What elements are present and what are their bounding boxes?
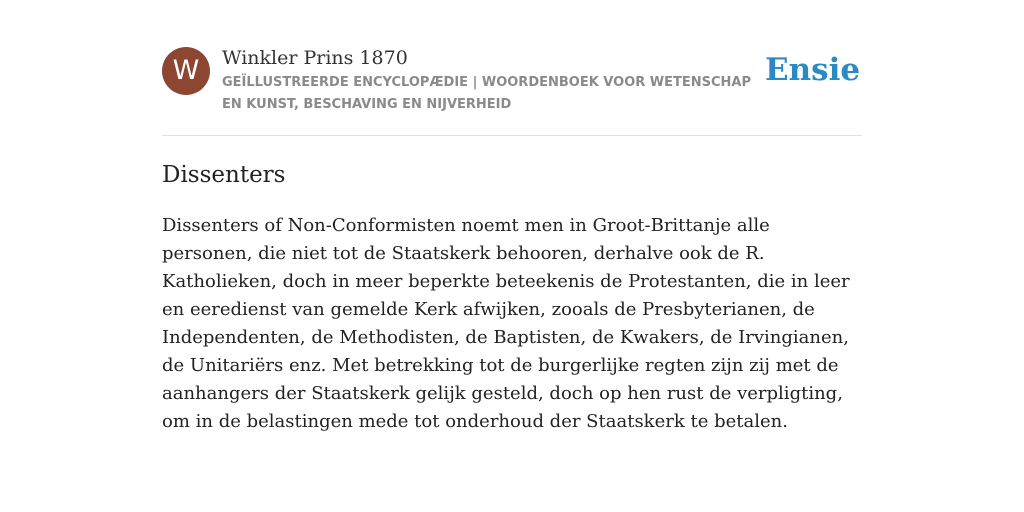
header-divider xyxy=(162,135,862,136)
source-avatar[interactable]: W xyxy=(162,47,210,95)
ensie-logo[interactable]: Ensie xyxy=(765,52,861,88)
source-title[interactable]: Winkler Prins 1870 xyxy=(222,47,408,69)
source-header xyxy=(162,47,862,117)
source-subtitle: GEÏLLUSTREERDE ENCYCLOPÆDIE | WOORDENBOEK VOOR WETENSCHAP EN KUNST, BESCHAVING EN NIJVERHEID xyxy=(222,75,751,112)
entry-body: Dissenters of Non-Conformisten noemt men in Groot-Brittanje alle personen, die niet tot de Staatskerk behooren, derhalve ook de R. Katholieken, doch in meer beperkte beteekenis de Protestanten, die in leer en eeredienst van gemelde Kerk afwijken, zooals de Presbyterianen, de Independenten, de Methodisten, de Baptisten, de Kwakers, de Irvingianen, de Unitariërs enz. Met betrekking tot de burgerlijke regten zijn zij met de aanhangers der Staatskerk gelijk gesteld, doch op hen rust de verpligting, om in de belastingen mede tot onderhoud der Staatskerk te betalen. xyxy=(162,215,850,432)
entry-title: Dissenters xyxy=(162,162,286,188)
